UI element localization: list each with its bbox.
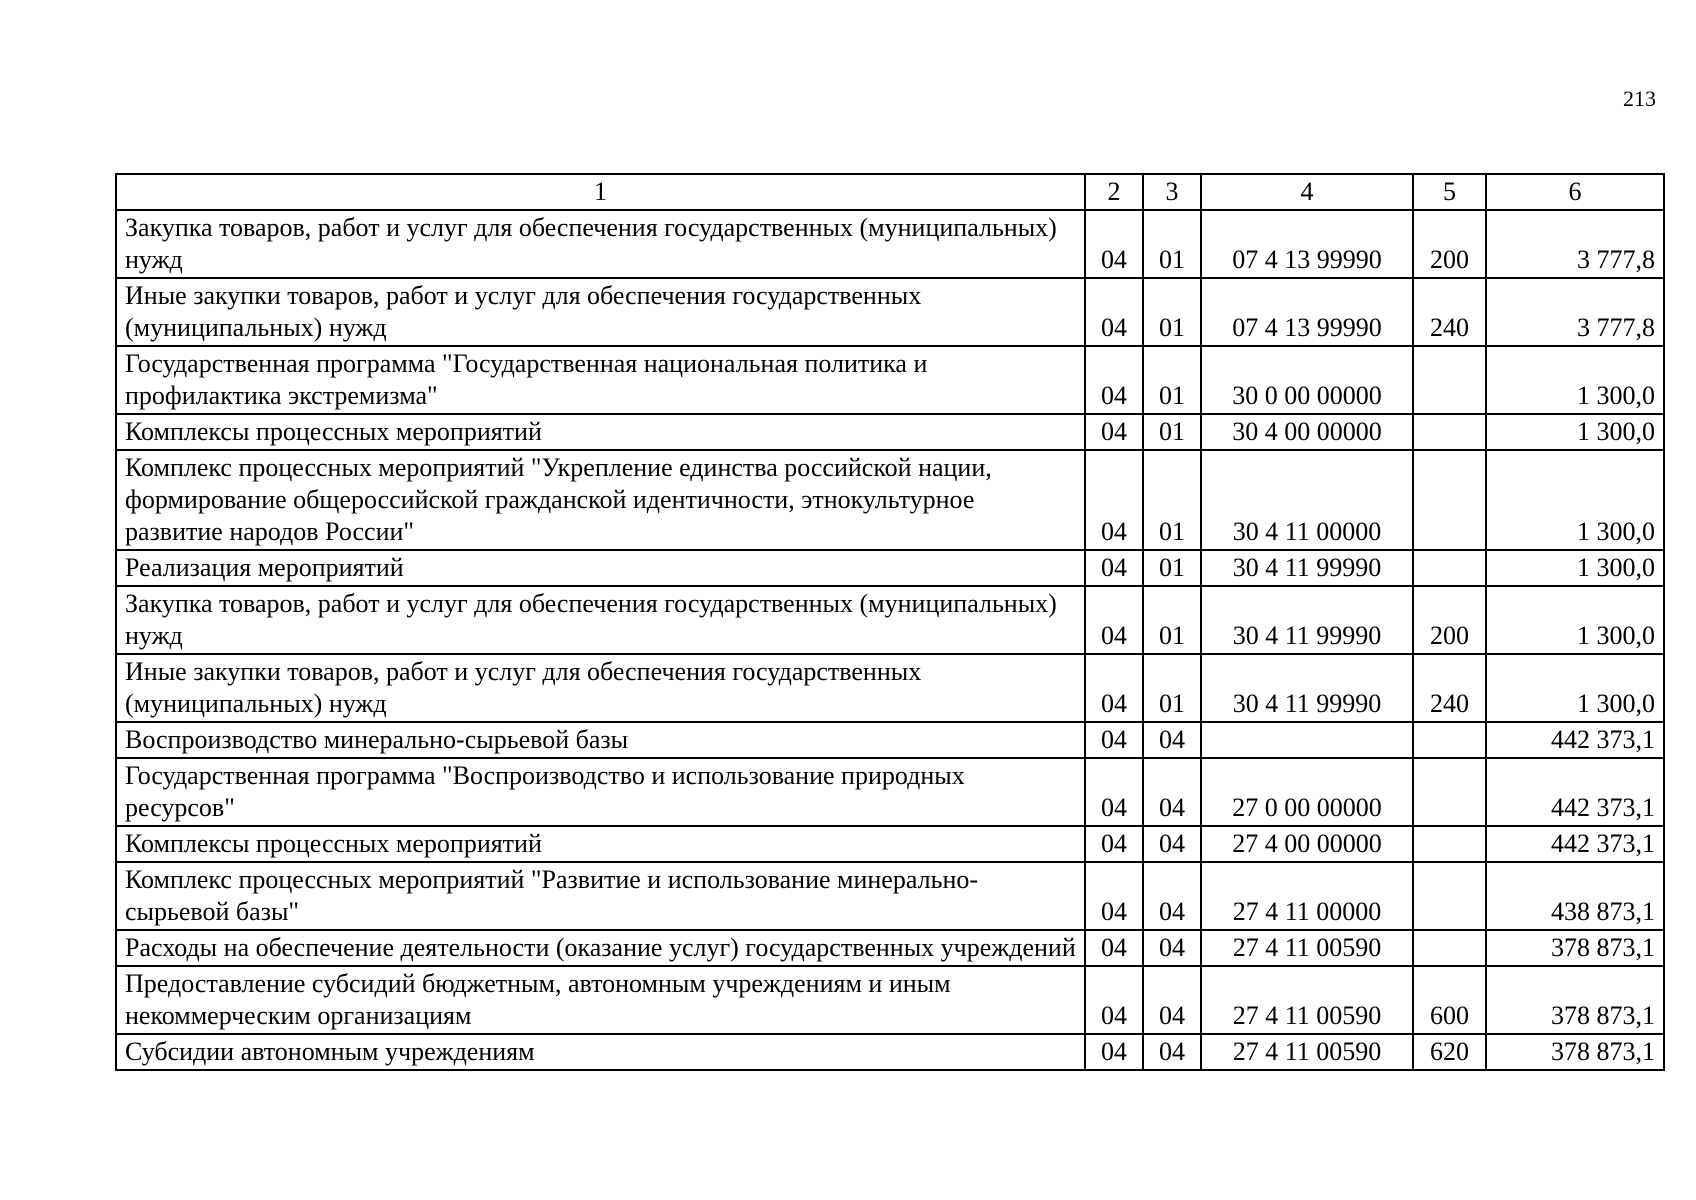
- section-code-cell: 04: [1085, 346, 1143, 414]
- target-article-cell: 27 4 11 00000: [1201, 862, 1413, 930]
- amount-cell: 442 373,1: [1486, 826, 1664, 862]
- table-row: [116, 586, 1664, 654]
- row-name-cell: Расходы на обеспечение деятельности (оказание услуг) государственных учреждений: [116, 930, 1085, 966]
- target-article-cell: 30 4 11 00000: [1201, 450, 1413, 550]
- subsection-code-cell: 01: [1143, 586, 1201, 654]
- expense-type-cell: [1413, 930, 1486, 966]
- row-name-cell: Комплексы процессных мероприятий: [116, 826, 1085, 862]
- table-row: [116, 278, 1664, 346]
- table-row: [116, 758, 1664, 826]
- table-row: [116, 966, 1664, 1034]
- subsection-code-cell: 04: [1143, 758, 1201, 826]
- expense-type-cell: 240: [1413, 654, 1486, 722]
- row-name-cell: Комплексы процессных мероприятий: [116, 414, 1085, 450]
- amount-cell: 1 300,0: [1486, 586, 1664, 654]
- table-row: [116, 826, 1664, 862]
- target-article-cell: 27 4 11 00590: [1201, 966, 1413, 1034]
- amount-cell: 442 373,1: [1486, 722, 1664, 758]
- target-article-cell: [1201, 722, 1413, 758]
- expense-type-cell: [1413, 862, 1486, 930]
- table-row: [116, 1034, 1664, 1070]
- subsection-code-cell: 04: [1143, 862, 1201, 930]
- row-name-cell: Иные закупки товаров, работ и услуг для обеспечения государственных (муниципальных) нужд: [116, 654, 1085, 722]
- target-article-cell: 30 0 00 00000: [1201, 346, 1413, 414]
- subsection-code-cell: 04: [1143, 966, 1201, 1034]
- expense-type-cell: [1413, 414, 1486, 450]
- section-code-cell: 04: [1085, 930, 1143, 966]
- amount-cell: 1 300,0: [1486, 654, 1664, 722]
- expense-type-cell: 240: [1413, 278, 1486, 346]
- column-header-5: 5: [1413, 174, 1486, 210]
- target-article-cell: 27 4 11 00590: [1201, 1034, 1413, 1070]
- subsection-code-cell: 01: [1143, 414, 1201, 450]
- amount-cell: 3 777,8: [1486, 278, 1664, 346]
- section-code-cell: 04: [1085, 862, 1143, 930]
- expense-type-cell: 600: [1413, 966, 1486, 1034]
- expense-type-cell: 200: [1413, 210, 1486, 278]
- table-body: [116, 210, 1664, 1070]
- expense-type-cell: [1413, 346, 1486, 414]
- subsection-code-cell: 01: [1143, 210, 1201, 278]
- subsection-code-cell: 01: [1143, 450, 1201, 550]
- row-name-cell: Государственная программа "Воспроизводство и использование природных ресурсов": [116, 758, 1085, 826]
- row-name-cell: Иные закупки товаров, работ и услуг для обеспечения государственных (муниципальных) нужд: [116, 278, 1085, 346]
- target-article-cell: 27 4 11 00590: [1201, 930, 1413, 966]
- table-row: [116, 346, 1664, 414]
- table-row: [116, 862, 1664, 930]
- row-name-cell: Комплекс процессных мероприятий "Развитие и использование минерально-сырьевой базы": [116, 862, 1085, 930]
- amount-cell: 378 873,1: [1486, 966, 1664, 1034]
- subsection-code-cell: 04: [1143, 826, 1201, 862]
- target-article-cell: 30 4 11 99990: [1201, 586, 1413, 654]
- column-header-2: 2: [1085, 174, 1143, 210]
- subsection-code-cell: 04: [1143, 722, 1201, 758]
- table-row: [116, 654, 1664, 722]
- section-code-cell: 04: [1085, 758, 1143, 826]
- subsection-code-cell: 01: [1143, 550, 1201, 586]
- amount-cell: 1 300,0: [1486, 450, 1664, 550]
- section-code-cell: 04: [1085, 450, 1143, 550]
- row-name-cell: Воспроизводство минерально-сырьевой базы: [116, 722, 1085, 758]
- row-name-cell: Государственная программа "Государственная национальная политика и профилактика экстремизма": [116, 346, 1085, 414]
- amount-cell: 442 373,1: [1486, 758, 1664, 826]
- expense-type-cell: [1413, 550, 1486, 586]
- row-name-cell: Реализация мероприятий: [116, 550, 1085, 586]
- table-row: [116, 722, 1664, 758]
- expense-type-cell: [1413, 722, 1486, 758]
- subsection-code-cell: 01: [1143, 654, 1201, 722]
- section-code-cell: 04: [1085, 654, 1143, 722]
- column-header-1: 1: [116, 174, 1085, 210]
- expense-type-cell: [1413, 826, 1486, 862]
- expense-type-cell: 200: [1413, 586, 1486, 654]
- column-header-6: 6: [1486, 174, 1664, 210]
- target-article-cell: 30 4 00 00000: [1201, 414, 1413, 450]
- expense-type-cell: [1413, 450, 1486, 550]
- table-row: [116, 550, 1664, 586]
- row-name-cell: Закупка товаров, работ и услуг для обеспечения государственных (муниципальных) нужд: [116, 210, 1085, 278]
- target-article-cell: 27 0 00 00000: [1201, 758, 1413, 826]
- section-code-cell: 04: [1085, 966, 1143, 1034]
- section-code-cell: 04: [1085, 414, 1143, 450]
- amount-cell: 378 873,1: [1486, 930, 1664, 966]
- amount-cell: 1 300,0: [1486, 550, 1664, 586]
- row-name-cell: Предоставление субсидий бюджетным, автономным учреждениям и иным некоммерческим организациям: [116, 966, 1085, 1034]
- subsection-code-cell: 01: [1143, 346, 1201, 414]
- row-name-cell: Субсидии автономным учреждениям: [116, 1034, 1085, 1070]
- section-code-cell: 04: [1085, 550, 1143, 586]
- amount-cell: 438 873,1: [1486, 862, 1664, 930]
- section-code-cell: 04: [1085, 586, 1143, 654]
- row-name-cell: Комплекс процессных мероприятий "Укрепление единства российской нации, формирование общероссийской гражданской идентичности, этнокультурное развитие народов России": [116, 450, 1085, 550]
- target-article-cell: 30 4 11 99990: [1201, 550, 1413, 586]
- table-row: [116, 210, 1664, 278]
- amount-cell: 378 873,1: [1486, 1034, 1664, 1070]
- expense-type-cell: [1413, 758, 1486, 826]
- table-row: [116, 930, 1664, 966]
- subsection-code-cell: 01: [1143, 278, 1201, 346]
- expense-type-cell: 620: [1413, 1034, 1486, 1070]
- table-row: [116, 450, 1664, 550]
- section-code-cell: 04: [1085, 826, 1143, 862]
- target-article-cell: 27 4 00 00000: [1201, 826, 1413, 862]
- section-code-cell: 04: [1085, 722, 1143, 758]
- target-article-cell: 07 4 13 99990: [1201, 278, 1413, 346]
- section-code-cell: 04: [1085, 210, 1143, 278]
- column-header-3: 3: [1143, 174, 1201, 210]
- amount-cell: 1 300,0: [1486, 346, 1664, 414]
- section-code-cell: 04: [1085, 278, 1143, 346]
- section-code-cell: 04: [1085, 1034, 1143, 1070]
- table-header-row: [116, 174, 1664, 210]
- subsection-code-cell: 04: [1143, 1034, 1201, 1070]
- target-article-cell: 30 4 11 99990: [1201, 654, 1413, 722]
- amount-cell: 1 300,0: [1486, 414, 1664, 450]
- target-article-cell: 07 4 13 99990: [1201, 210, 1413, 278]
- page-number: 213: [1623, 86, 1656, 111]
- amount-cell: 3 777,8: [1486, 210, 1664, 278]
- subsection-code-cell: 04: [1143, 930, 1201, 966]
- row-name-cell: Закупка товаров, работ и услуг для обеспечения государственных (муниципальных) нужд: [116, 586, 1085, 654]
- column-header-4: 4: [1201, 174, 1413, 210]
- budget-table: [115, 173, 1665, 1071]
- table-row: [116, 414, 1664, 450]
